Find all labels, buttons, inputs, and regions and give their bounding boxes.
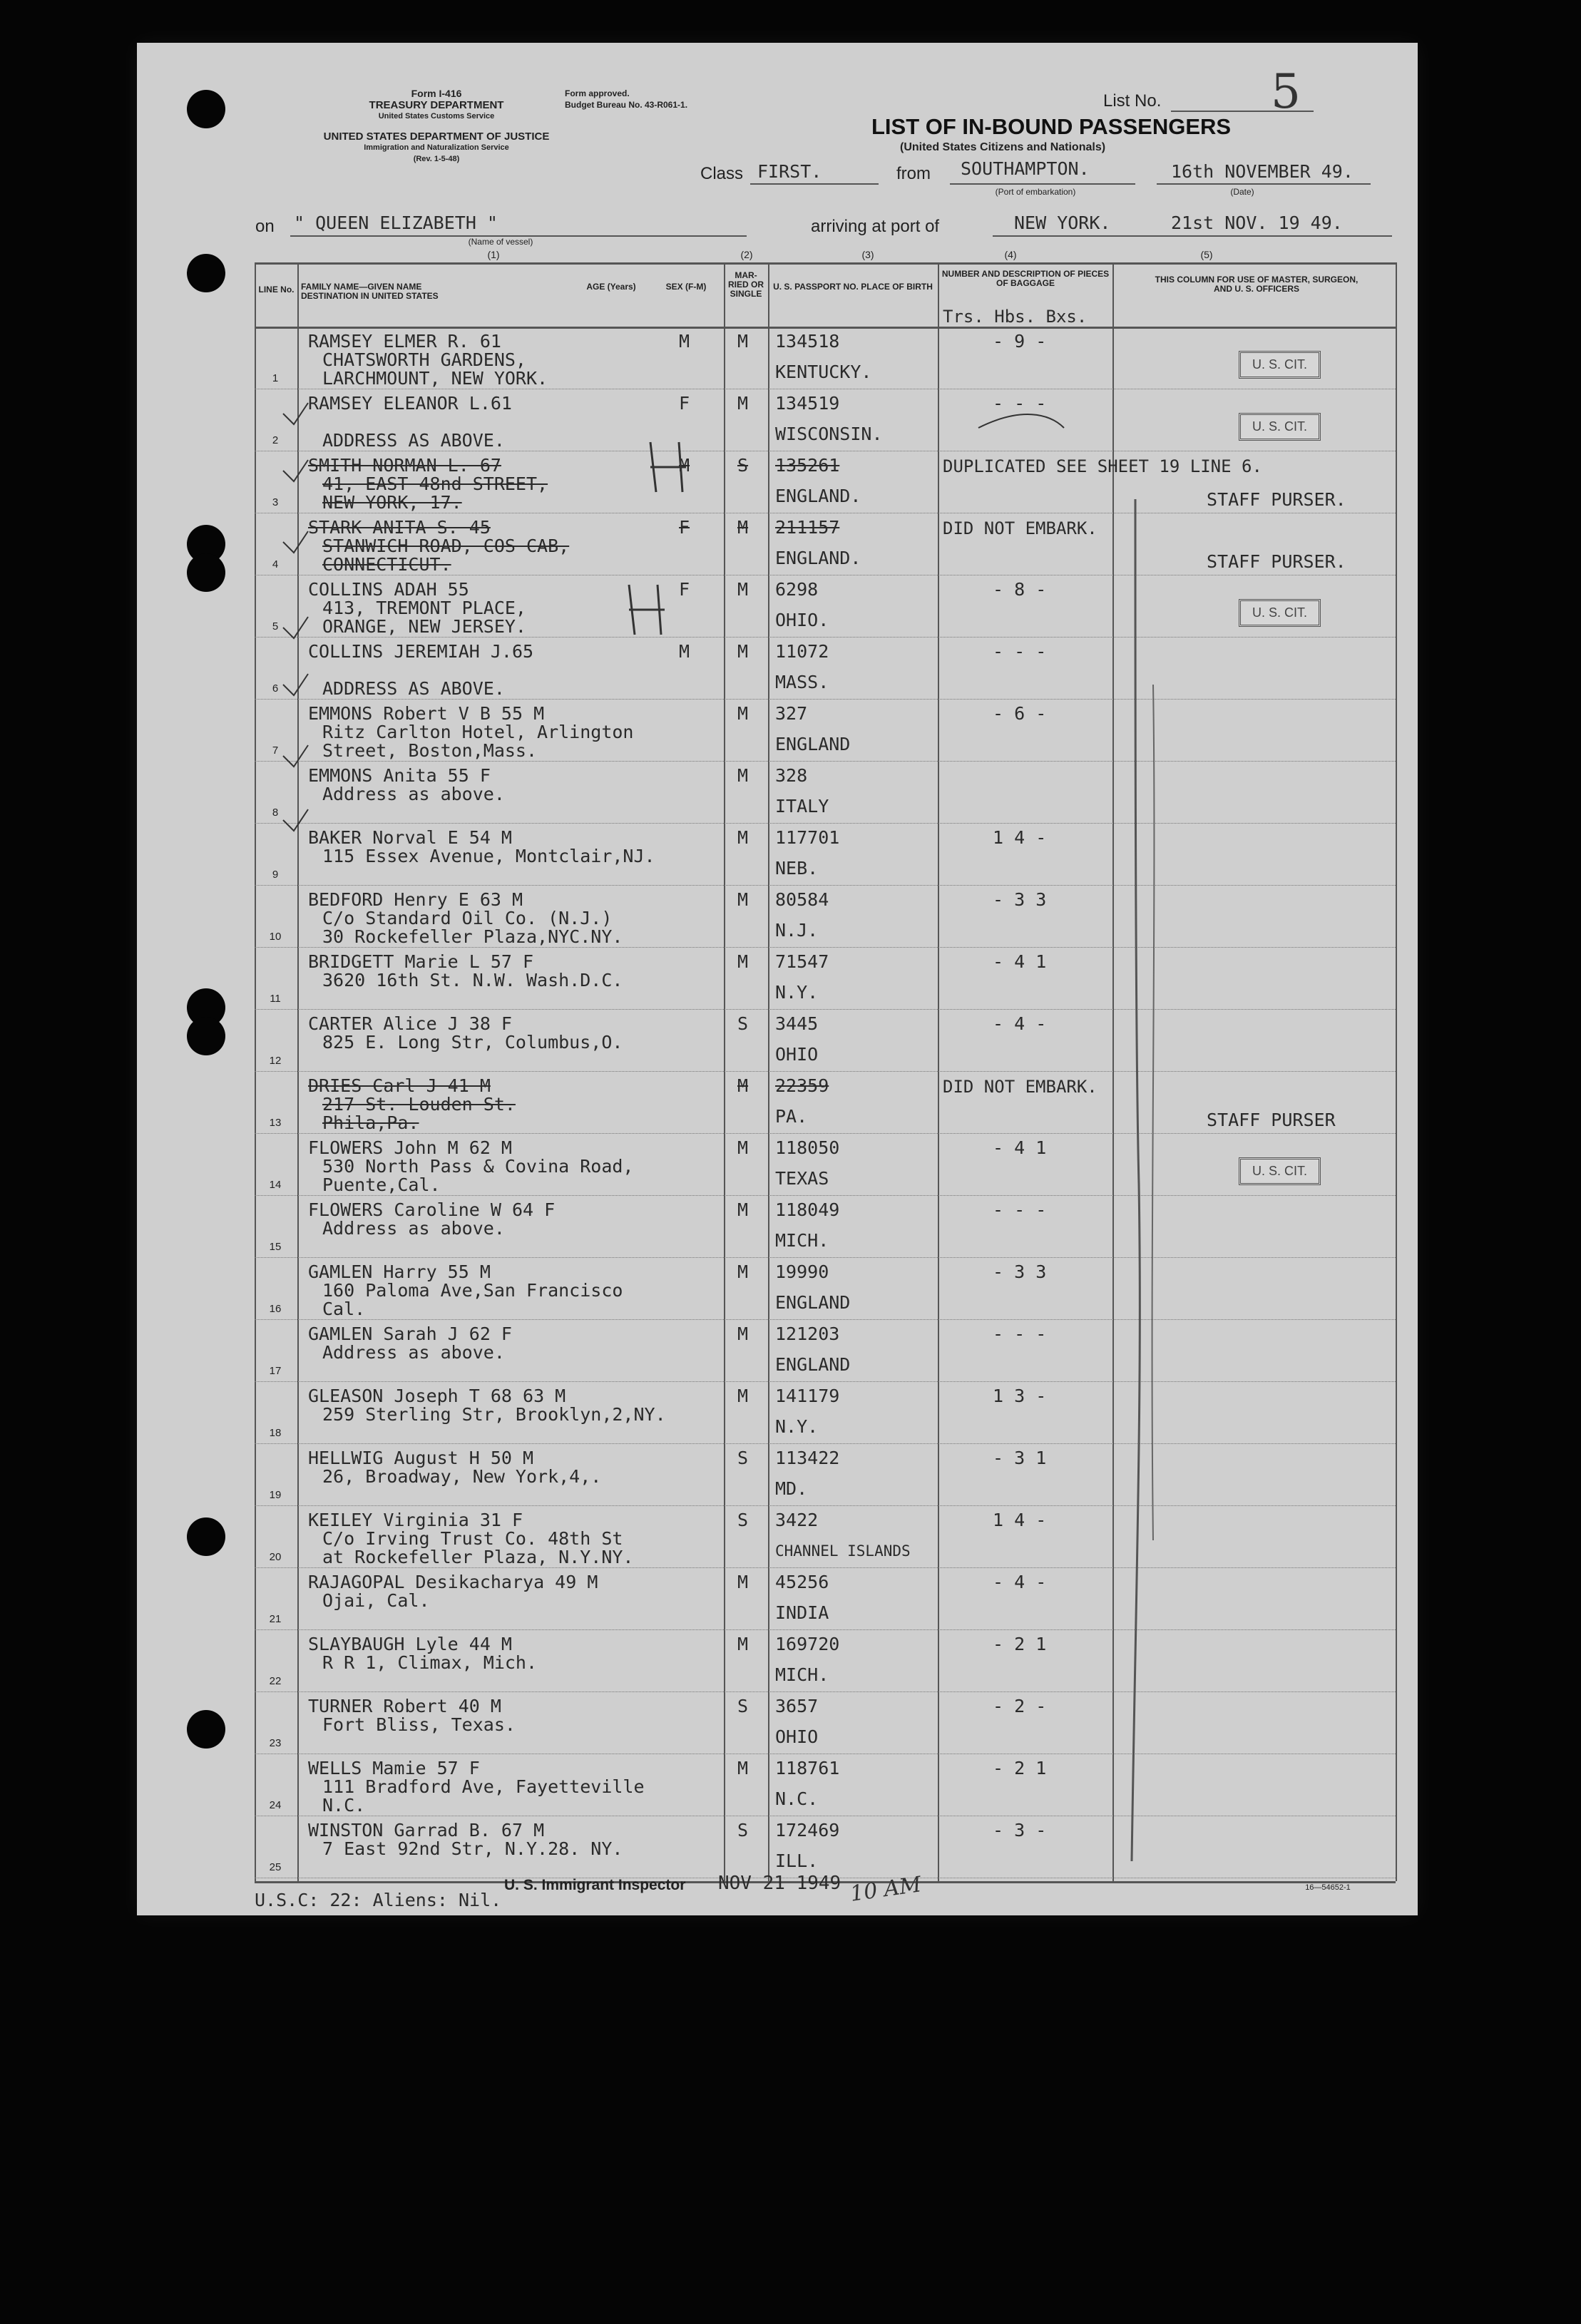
place-of-birth: MD. — [775, 1478, 808, 1499]
col-num-3: (3) — [861, 249, 874, 260]
arriving-label: arriving at port of — [811, 217, 940, 236]
passenger-address: C/o Irving Trust Co. 48th St — [322, 1528, 623, 1549]
place-of-birth: ENGLAND — [775, 1354, 851, 1375]
passenger-name: STARK ANITA S. 45 — [308, 517, 491, 538]
baggage-count: - 2 1 — [993, 1634, 1047, 1654]
marital-status: S — [737, 1820, 749, 1841]
passenger-name: BEDFORD Henry E 63 M — [308, 889, 523, 910]
passenger-address-2: at Rockefeller Plaza, N.Y.NY. — [322, 1547, 634, 1567]
inspection-time: 10 AM — [849, 1872, 923, 1907]
baggage-count: DUPLICATED SEE SHEET 19 LINE 6. — [943, 456, 1262, 476]
marital-status: M — [737, 765, 749, 786]
passport-number: 172469 — [775, 1820, 840, 1841]
staff-purser-note: STAFF PURSER — [1207, 1110, 1336, 1130]
line-number: 5 — [272, 620, 279, 633]
passenger-address: Ojai, Cal. — [322, 1590, 430, 1611]
arrival-port: NEW YORK. — [1014, 213, 1111, 233]
place-of-birth: NEB. — [775, 858, 819, 879]
passenger-address: 825 E. Long Str, Columbus,O. — [322, 1032, 623, 1053]
marital-status: M — [737, 517, 749, 538]
treasury-dept: TREASURY DEPARTMENT — [369, 99, 504, 111]
summary-line: U.S.C: 22: Aliens: Nil. — [255, 1890, 502, 1910]
class-value: FIRST. — [757, 161, 822, 182]
place-of-birth: ENGLAND. — [775, 486, 861, 506]
ins-service: Immigration and Naturalization Service — [364, 143, 509, 152]
officer-marks — [137, 43, 1418, 1915]
passenger-name: SMITH NORMAN L. 67 — [308, 455, 501, 476]
passport-number: 80584 — [775, 889, 829, 910]
passenger-name: EMMONS Anita 55 F — [308, 765, 491, 786]
list-number: 5 — [1271, 64, 1301, 119]
passenger-name: WELLS Mamie 57 F — [308, 1758, 480, 1778]
passenger-address: C/o Standard Oil Co. (N.J.) — [322, 908, 613, 928]
col-num-4: (4) — [1004, 249, 1017, 260]
baggage-count: - 2 - — [993, 1696, 1047, 1716]
passenger-name: BAKER Norval E 54 M — [308, 827, 512, 848]
place-of-birth: CHANNEL ISLANDS — [775, 1542, 911, 1560]
place-of-birth: N.C. — [775, 1788, 819, 1809]
passport-number: 118050 — [775, 1137, 840, 1158]
passenger-address: Address as above. — [322, 784, 505, 804]
line-number: 8 — [272, 807, 279, 819]
passenger-address: 115 Essex Avenue, Montclair,NJ. — [322, 846, 655, 866]
place-of-birth: KENTUCKY. — [775, 362, 872, 382]
passport-number: 3422 — [775, 1510, 819, 1530]
passenger-address: Ritz Carlton Hotel, Arlington — [322, 722, 634, 742]
budget-bureau: Budget Bureau No. 43-R061-1. — [565, 100, 688, 110]
line-number: 14 — [269, 1179, 282, 1191]
col-num-1: (1) — [487, 249, 500, 260]
baggage-count: - 6 - — [993, 703, 1047, 724]
baggage-count: - 8 - — [993, 579, 1047, 600]
passenger-name: FLOWERS Caroline W 64 F — [308, 1199, 556, 1220]
passenger-name: TURNER Robert 40 M — [308, 1696, 501, 1716]
marital-status: M — [737, 889, 749, 910]
passenger-address-2: 30 Rockefeller Plaza,NYC.NY. — [322, 926, 623, 947]
line-number: 4 — [272, 558, 279, 570]
place-of-birth: TEXAS — [775, 1168, 829, 1189]
baggage-count: - - - — [993, 1199, 1047, 1220]
line-number: 10 — [269, 931, 282, 943]
passport-number: 134519 — [775, 393, 840, 414]
baggage-count: 1 4 - — [993, 827, 1047, 848]
passenger-address-2: ADDRESS AS ABOVE. — [322, 678, 505, 699]
list-no-label: List No. — [1103, 91, 1162, 111]
passenger-name: GAMLEN Sarah J 62 F — [308, 1324, 512, 1344]
passenger-name: RAMSEY ELEANOR L.61 — [308, 393, 512, 414]
staff-purser-note: STAFF PURSER. — [1207, 489, 1346, 510]
class-label: Class — [700, 164, 744, 183]
col-num-2: (2) — [740, 249, 753, 260]
col-header-baggage: NUMBER AND DESCRIPTION OF PIECES OF BAGGAGE — [941, 269, 1110, 288]
passenger-address: Fort Bliss, Texas. — [322, 1714, 516, 1735]
line-number: 18 — [269, 1427, 282, 1439]
baggage-count: - 4 1 — [993, 951, 1047, 972]
line-number: 19 — [269, 1489, 282, 1501]
passenger-name: GAMLEN Harry 55 M — [308, 1261, 491, 1282]
line-number: 7 — [272, 744, 279, 757]
line-number: 21 — [269, 1613, 282, 1625]
us-citizen-stamp: U. S. CIT. — [1239, 351, 1321, 379]
from-label: from — [896, 164, 931, 183]
departure-date: 16th NOVEMBER 49. — [1171, 161, 1354, 182]
place-of-birth: MASS. — [775, 672, 829, 692]
line-number: 3 — [272, 496, 279, 508]
passenger-address-2: ADDRESS AS ABOVE. — [322, 430, 505, 451]
marital-status: M — [737, 1324, 749, 1344]
passenger-name: DRIES Carl J 41 M — [308, 1075, 491, 1096]
marital-status: M — [737, 1137, 749, 1158]
passport-number: 327 — [775, 703, 808, 724]
place-of-birth: ENGLAND — [775, 1292, 851, 1313]
passport-number: 19990 — [775, 1261, 829, 1282]
passenger-address: 530 North Pass & Covina Road, — [322, 1156, 634, 1177]
passenger-name: HELLWIG August H 50 M — [308, 1448, 534, 1468]
passport-number: 118761 — [775, 1758, 840, 1778]
passport-number: 3445 — [775, 1013, 819, 1034]
baggage-subheader: Trs. Hbs. Bxs. — [943, 307, 1088, 327]
passenger-address-2: N.C. — [322, 1795, 366, 1816]
passport-number: 169720 — [775, 1634, 840, 1654]
passenger-name: BRIDGETT Marie L 57 F — [308, 951, 534, 972]
passenger-address: 259 Sterling Str, Brooklyn,2,NY. — [322, 1404, 666, 1425]
col-header-passport: U. S. PASSPORT NO. PLACE OF BIRTH — [773, 282, 933, 292]
marital-status: S — [737, 1448, 749, 1468]
passenger-name: SLAYBAUGH Lyle 44 M — [308, 1634, 512, 1654]
marital-status: M — [737, 1386, 749, 1406]
on-label: on — [255, 217, 275, 236]
passenger-address-2: CONNECTICUT. — [322, 554, 451, 575]
line-number: 9 — [272, 869, 279, 881]
justice-dept: UNITED STATES DEPARTMENT OF JUSTICE — [323, 130, 550, 143]
line-number: 13 — [269, 1117, 282, 1129]
passenger-sex: F — [679, 517, 690, 538]
passenger-name: COLLINS JEREMIAH J.65 — [308, 641, 534, 662]
passenger-sex: F — [679, 579, 690, 600]
passenger-address: 160 Paloma Ave,San Francisco — [322, 1280, 623, 1301]
us-citizen-stamp: U. S. CIT. — [1239, 599, 1321, 627]
line-number: 6 — [272, 682, 279, 695]
line-number: 12 — [269, 1055, 282, 1067]
baggage-count: - 3 3 — [993, 1261, 1047, 1282]
place-of-birth: MICH. — [775, 1230, 829, 1251]
place-of-birth: WISCONSIN. — [775, 424, 883, 444]
vessel-label: (Name of vessel) — [468, 237, 533, 247]
passport-number: 134518 — [775, 331, 840, 352]
passport-number: 6298 — [775, 579, 819, 600]
arrival-date: 21st NOV. 19 49. — [1171, 213, 1343, 233]
marital-status: M — [737, 703, 749, 724]
passenger-address: 3620 16th St. N.W. Wash.D.C. — [322, 970, 623, 990]
line-number: 24 — [269, 1799, 282, 1811]
port-label: (Port of embarkation) — [995, 187, 1076, 197]
place-of-birth: ILL. — [775, 1851, 819, 1871]
passenger-name: EMMONS Robert V B 55 M — [308, 703, 545, 724]
passenger-sex: M — [679, 455, 690, 476]
passport-number: 141179 — [775, 1386, 840, 1406]
marital-status: M — [737, 1634, 749, 1654]
marital-status: M — [737, 579, 749, 600]
passenger-name: KEILEY Virginia 31 F — [308, 1510, 523, 1530]
passenger-address: 41, EAST 48nd STREET, — [322, 473, 548, 494]
place-of-birth: ITALY — [775, 796, 829, 817]
passenger-address: 413, TREMONT PLACE, — [322, 598, 526, 618]
passport-number: 117701 — [775, 827, 840, 848]
line-number: 2 — [272, 434, 279, 446]
passport-number: 113422 — [775, 1448, 840, 1468]
passenger-address-2: NEW YORK, 17. — [322, 492, 462, 513]
marital-status: M — [737, 827, 749, 848]
passenger-address: STANWICH ROAD, COS CAB, — [322, 536, 570, 556]
passenger-address: 217 St. Louden St. — [322, 1094, 516, 1115]
line-number: 15 — [269, 1241, 282, 1253]
passenger-address-2: Puente,Cal. — [322, 1174, 441, 1195]
baggage-count: DID NOT EMBARK. — [943, 1077, 1098, 1097]
form-approval: Form approved. — [565, 88, 630, 98]
passport-number: 71547 — [775, 951, 829, 972]
us-citizen-stamp: U. S. CIT. — [1239, 413, 1321, 441]
inspector-label: U. S. Immigrant Inspector — [504, 1877, 686, 1893]
passenger-name: RAJAGOPAL Desikacharya 49 M — [308, 1572, 598, 1592]
line-number: 17 — [269, 1365, 282, 1377]
line-number: 23 — [269, 1737, 282, 1749]
passenger-name: RAMSEY ELMER R. 61 — [308, 331, 501, 352]
baggage-count: - - - — [993, 393, 1047, 414]
col-header-officers: THIS COLUMN FOR USE OF MASTER, SURGEON, AND U. S. OFFICERS — [1155, 275, 1359, 294]
passenger-sex: M — [679, 641, 690, 662]
passport-number: 328 — [775, 765, 808, 786]
marital-status: M — [737, 951, 749, 972]
passenger-sex: M — [679, 331, 690, 352]
marital-status: M — [737, 1261, 749, 1282]
baggage-count: - 3 - — [993, 1820, 1047, 1841]
document-subtitle: (United States Citizens and Nationals) — [900, 141, 1106, 153]
passport-number: 211157 — [775, 517, 840, 538]
baggage-count: - 3 3 — [993, 889, 1047, 910]
passenger-address: R R 1, Climax, Mich. — [322, 1652, 538, 1673]
inspection-date-stamp: NOV 21 1949 — [718, 1873, 841, 1894]
col-header-age: AGE (Years) — [586, 282, 636, 292]
baggage-count: - - - — [993, 641, 1047, 662]
passenger-address: 7 East 92nd Str, N.Y.28. NY. — [322, 1838, 623, 1859]
passenger-address: Address as above. — [322, 1218, 505, 1239]
passenger-address: CHATSWORTH GARDENS, — [322, 349, 526, 370]
passenger-name: GLEASON Joseph T 68 63 M — [308, 1386, 566, 1406]
col-header-name: FAMILY NAME—GIVEN NAME DESTINATION IN UNITED STATES — [301, 282, 439, 301]
col-header-married: MAR-RIED OR SINGLE — [727, 270, 764, 299]
baggage-count: - 3 1 — [993, 1448, 1047, 1468]
marital-status: S — [737, 455, 749, 476]
passenger-sex: F — [679, 393, 690, 414]
customs-service: United States Customs Service — [378, 112, 495, 121]
baggage-count: - 4 - — [993, 1013, 1047, 1034]
baggage-count: 1 3 - — [993, 1386, 1047, 1406]
baggage-count: DID NOT EMBARK. — [943, 518, 1098, 538]
place-of-birth: ENGLAND — [775, 734, 851, 754]
line-number: 11 — [270, 993, 281, 1005]
place-of-birth: N.J. — [775, 920, 819, 941]
baggage-count: - - - — [993, 1324, 1047, 1344]
passenger-address-2: ORANGE, NEW JERSEY. — [322, 616, 526, 637]
line-number: 1 — [272, 372, 279, 384]
baggage-count: - 4 - — [993, 1572, 1047, 1592]
vessel-name: " QUEEN ELIZABETH " — [294, 213, 498, 233]
passenger-address-2: Street, Boston,Mass. — [322, 740, 538, 761]
line-number: 16 — [269, 1303, 282, 1315]
passenger-address: Address as above. — [322, 1342, 505, 1363]
passenger-address: 111 Bradford Ave, Fayetteville — [322, 1776, 645, 1797]
line-number: 22 — [269, 1675, 282, 1687]
us-citizen-stamp: U. S. CIT. — [1239, 1157, 1321, 1185]
marital-status: M — [737, 393, 749, 414]
place-of-birth: N.Y. — [775, 1416, 819, 1437]
passenger-address: 26, Broadway, New York,4,. — [322, 1466, 602, 1487]
marital-status: M — [737, 1075, 749, 1096]
passport-number: 45256 — [775, 1572, 829, 1592]
document-title: LIST OF IN-BOUND PASSENGERS — [871, 114, 1232, 139]
place-of-birth: N.Y. — [775, 982, 819, 1003]
col-header-line: LINE No. — [258, 285, 295, 295]
marital-status: M — [737, 1758, 749, 1778]
passenger-name: COLLINS ADAH 55 — [308, 579, 469, 600]
marital-status: M — [737, 641, 749, 662]
passport-number: 3657 — [775, 1696, 819, 1716]
passenger-name: CARTER Alice J 38 F — [308, 1013, 512, 1034]
baggage-count: - 4 1 — [993, 1137, 1047, 1158]
form-number: Form I-416 — [411, 88, 462, 99]
baggage-count: 1 4 - — [993, 1510, 1047, 1530]
marital-status: M — [737, 1199, 749, 1220]
passport-number: 11072 — [775, 641, 829, 662]
manifest-sheet — [137, 43, 1418, 1915]
marital-status: S — [737, 1696, 749, 1716]
passport-number: 22359 — [775, 1075, 829, 1096]
port-of-embarkation: SOUTHAMPTON. — [961, 158, 1090, 179]
place-of-birth: OHIO. — [775, 610, 829, 630]
place-of-birth: OHIO — [775, 1044, 819, 1065]
line-number: 20 — [269, 1551, 282, 1563]
place-of-birth: MICH. — [775, 1664, 829, 1685]
passport-number: 118049 — [775, 1199, 840, 1220]
passenger-name: WINSTON Garrad B. 67 M — [308, 1820, 545, 1841]
passport-number: 121203 — [775, 1324, 840, 1344]
place-of-birth: ENGLAND. — [775, 548, 861, 568]
marital-status: S — [737, 1510, 749, 1530]
col-header-sex: SEX (F-M) — [665, 282, 707, 292]
place-of-birth: OHIO — [775, 1726, 819, 1747]
col-num-5: (5) — [1200, 249, 1213, 260]
revision: (Rev. 1-5-48) — [413, 155, 460, 163]
passenger-address-2: Cal. — [322, 1299, 366, 1319]
place-of-birth: INDIA — [775, 1602, 829, 1623]
marital-status: S — [737, 1013, 749, 1034]
staff-purser-note: STAFF PURSER. — [1207, 551, 1346, 572]
passenger-name: FLOWERS John M 62 M — [308, 1137, 512, 1158]
line-number: 25 — [269, 1861, 282, 1873]
form-code: 16—54652-1 — [1305, 1883, 1351, 1892]
date-label: (Date) — [1230, 187, 1254, 197]
marital-status: M — [737, 1572, 749, 1592]
passport-number: 135261 — [775, 455, 840, 476]
place-of-birth: PA. — [775, 1106, 808, 1127]
passenger-address-2: LARCHMOUNT, NEW YORK. — [322, 368, 548, 389]
passenger-address-2: Phila,Pa. — [322, 1112, 419, 1133]
marital-status: M — [737, 331, 749, 352]
baggage-count: - 2 1 — [993, 1758, 1047, 1778]
baggage-count: - 9 - — [993, 331, 1047, 352]
